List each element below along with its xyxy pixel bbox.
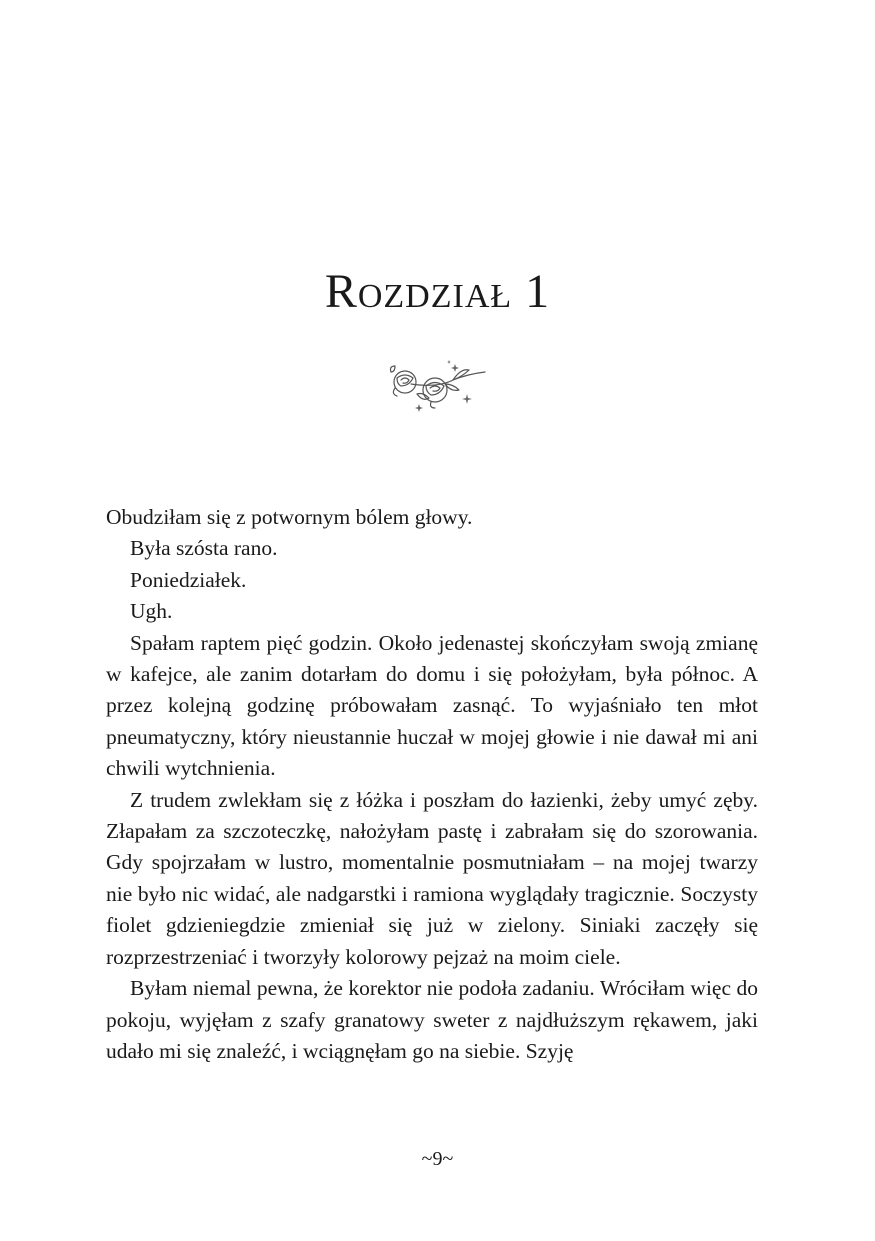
page-number: ~9~	[421, 1148, 454, 1170]
paragraph: Byłam niemal pewna, że korektor nie podoła zadaniu. Wróciłam więc do pokoju, wyjęłam z szafy granatowy sweter z najdłuższym rękawem, jaki udało mi się znaleźć, i wciągnęłam go na siebie. Szyję	[106, 976, 758, 1063]
paragraph: Była szósta rano.	[130, 536, 278, 561]
paragraph: Ugh.	[130, 599, 173, 624]
chapter-title: Rozdział 1	[324, 265, 551, 318]
chapter-body	[106, 502, 758, 1067]
paragraph: Poniedziałek.	[130, 567, 247, 592]
paragraph: Z trudem zwlekłam się z łóżka i poszłam do łazienki, żeby umyć zęby. Złapałam za szczoteczkę, nałożyłam pastę i zabrałam się do szorowania. Gdy spojrzałam w lustro, momentalnie posmutniałam – na mojej twarzy nie było nic widać, ale nadgarstki i ramiona wyglądały tragicznie. Soczysty fiolet gdzieniegdzie zmieniał się już w zielony. Siniaki zaczęły się rozprzestrzeniać i tworzyły kolorowy pejzaż na moim ciele.	[106, 787, 758, 969]
paragraph: Obudziłam się z potwornym bólem głowy.	[106, 505, 473, 529]
rose-ornament-icon	[383, 358, 493, 420]
paragraph: Spałam raptem pięć godzin. Około jedenastej skończyłam swoją zmianę w kafejce, ale zanim dotarłam do domu i się położyłam, była północ. A przez kolejną godzinę próbowałam zasnąć. To wyjaśniało ten młot pneumatyczny, który nieustannie huczał w mojej głowie i nie dawał mi ani chwili wytchnienia.	[106, 630, 758, 781]
